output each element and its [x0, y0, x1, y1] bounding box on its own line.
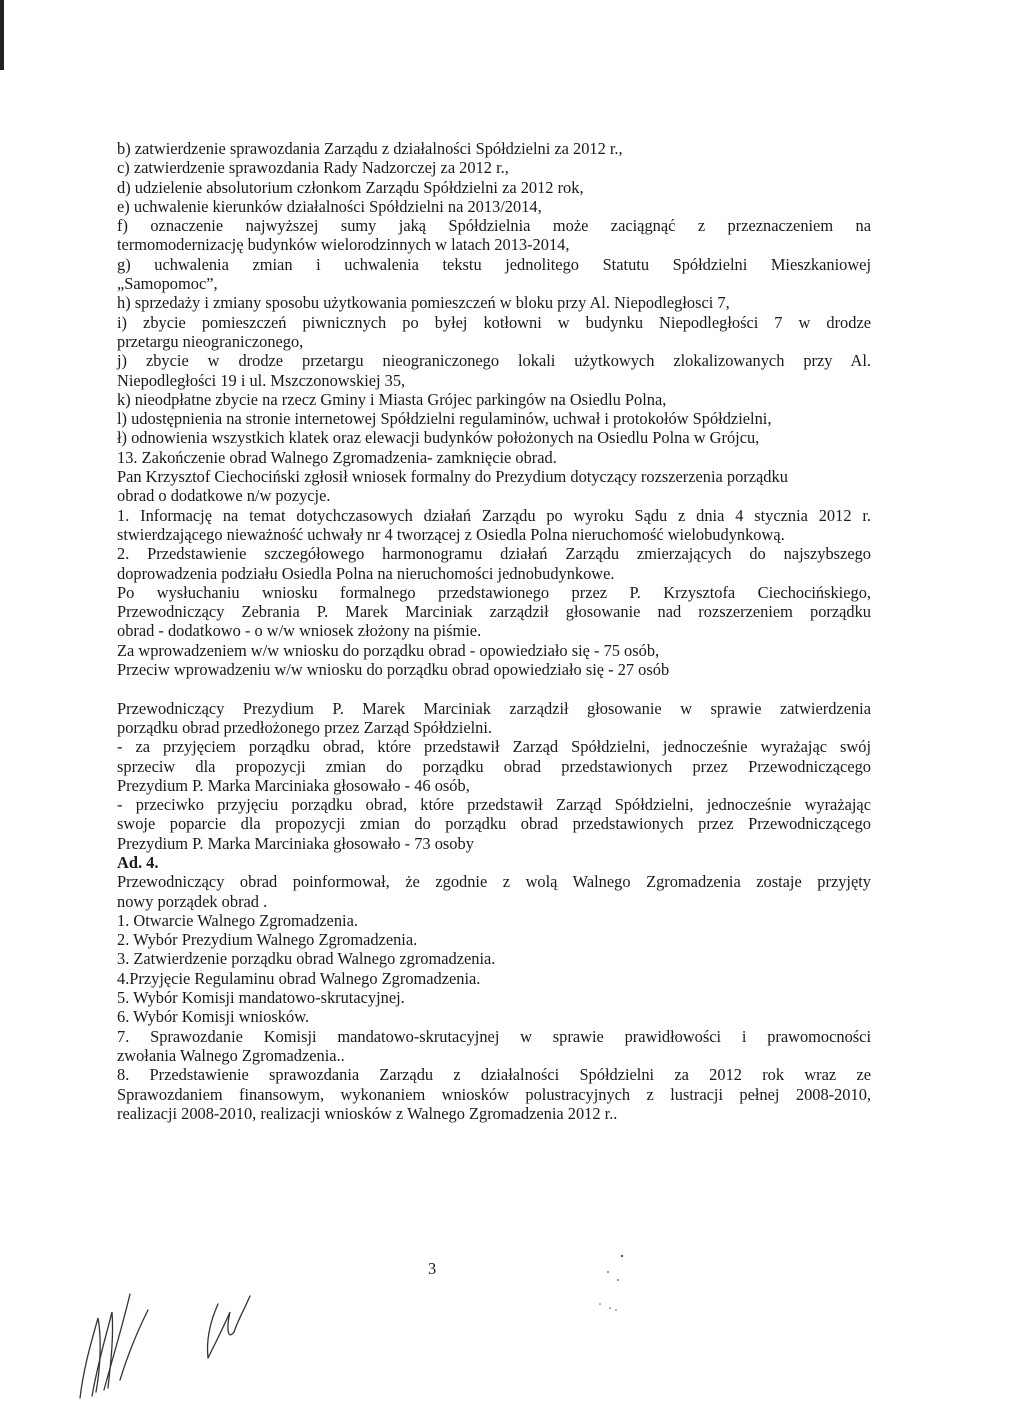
text-line: obrad o dodatkowe n/w pozycje. [117, 486, 331, 506]
text-line: nowy porządek obrad . [117, 891, 268, 911]
text-line: 5. Wybór Komisji mandatowo-skrutacyjnej. [117, 988, 405, 1008]
text-line: - przeciwko przyjęciu porządku obrad, które przedstawił Zarząd Spółdzielni, jednocześnie wyrażając [117, 795, 871, 815]
text-line: stwierdzającego nieważność uchwały nr 4 tworzącej z Osiedla Polna nieruchomość wielobudynkową. [117, 524, 785, 544]
text-line: Prezydium P. Marka Marciniaka głosowało - 73 osoby [117, 833, 474, 853]
text-line: Sprawozdaniem finansowym, wykonaniem wniosków polustracyjnych z lustracji pełnej 2008-2010, [117, 1084, 871, 1104]
text-line: 3. Zatwierdzenie porządku obrad Walnego zgromadzenia. [117, 949, 496, 969]
text-line: porządku obrad przedłożonego przez Zarząd Spółdzielni. [117, 717, 492, 737]
text-line: 7. Sprawozdanie Komisji mandatowo-skrutacyjnej w sprawie prawidłowości i prawomocności [117, 1026, 871, 1046]
text-line: h) sprzedaży i zmiany sposobu użytkowania pomieszczeń w bloku przy Al. Niepodległosci 7, [117, 293, 730, 313]
text-line: b) zatwierdzenie sprawozdania Zarządu z działalności Spółdzielni za 2012 r., [117, 139, 623, 158]
scan-edge-mark [0, 0, 4, 70]
text-line: c) zatwierdzenie sprawozdania Rady Nadzorczej za 2012 r., [117, 158, 509, 178]
text-line: Przeciw wprowadzeniu w/w wniosku do porządku obrad opowiedziało się - 27 osób [117, 660, 670, 680]
text-line: 1. Otwarcie Walnego Zgromadzenia. [117, 910, 358, 930]
text-line: Prezydium P. Marka Marciniaka głosowało - 46 osób, [117, 775, 470, 795]
text-line: Przewodniczący Prezydium P. Marek Marciniak zarządził głosowanie w sprawie zatwierdzenia [117, 698, 871, 718]
text-line: obrad - dodatkowo - o w/w wniosek złożony na piśmie. [117, 621, 482, 641]
text-line: „Samopomoc”, [117, 274, 218, 294]
text-line: f) oznaczenie najwyższej sumy jaką Spółdzielnia może zaciągnąć z przeznaczeniem na [117, 216, 871, 236]
text-line: Pan Krzysztof Ciechociński zgłosił wniosek formalny do Prezydium dotyczący rozszerzenia porządku [117, 467, 788, 487]
text-line: realizacji 2008-2010, realizacji wniosków z Walnego Zgromadzenia 2012 r.. [117, 1103, 618, 1123]
document-body [117, 139, 871, 1123]
text-line: 13. Zakończenie obrad Walnego Zgromadzenia- zamknięcie obrad. [117, 447, 557, 467]
text-line: l) udostępnienia na stronie internetowej Spółdzielni regulaminów, uchwał i protokołów Spółdzielni, [117, 409, 772, 429]
text-line: e) uchwalenie kierunków działalności Spółdzielni na 2013/2014, [117, 196, 542, 216]
text-line: ł) odnowienia wszystkich klatek oraz elewacji budynków położonych na Osiedlu Polna w Grójcu, [117, 428, 760, 448]
handwritten-signatures [58, 1270, 278, 1400]
text-line: 2. Wybór Prezydium Walnego Zgromadzenia. [117, 930, 418, 950]
text-line: d) udzielenie absolutorium członkom Zarządu Spółdzielni za 2012 rok, [117, 177, 584, 197]
text-line: termomodernizację budynków wielorodzinnych w latach 2013-2014, [117, 235, 570, 255]
text-line: 8. Przedstawienie sprawozdania Zarządu z działalności Spółdzielni za 2012 rok wraz ze [117, 1065, 871, 1085]
text-line: Przewodniczący Zebrania P. Marek Marciniak zarządził głosowanie nad rozszerzeniem porządku [117, 602, 871, 622]
text-line: 4.Przyjęcie Regulaminu obrad Walnego Zgromadzenia. [117, 968, 481, 988]
blank-line [117, 679, 871, 698]
text-line: Niepodległości 19 i ul. Mszczonowskiej 35, [117, 370, 406, 390]
text-line: Za wprowadzeniem w/w wniosku do porządku obrad - opowiedziało się - 75 osób, [117, 640, 660, 660]
text-line: i) zbycie pomieszczeń piwnicznych po byłej kotłowni w budynku Niepodległości 7 w drodze [117, 312, 871, 332]
text-line: doprowadzenia podziału Osiedla Polna na nieruchomości jednobudynkowe. [117, 563, 615, 583]
text-line: zwołania Walnego Zgromadzenia.. [117, 1045, 345, 1065]
text-line: Po wysłuchaniu wniosku formalnego przedstawionego przez P. Krzysztofa Ciechocińskiego, [117, 582, 871, 602]
text-line: j) zbycie w drodze przetargu nieograniczonego lokali użytkowych zlokalizowanych przy Al. [117, 351, 871, 371]
scan-marks [560, 1250, 650, 1320]
text-line: 6. Wybór Komisji wniosków. [117, 1007, 310, 1027]
text-line: sprzeciw dla propozycji zmian do porządku obrad przedstawionych przez Przewodniczącego [117, 756, 871, 776]
section-heading: Ad. 4. [117, 852, 159, 872]
text-line: g) uchwalenia zmian i uchwalenia tekstu jednolitego Statutu Spółdzielni Mieszkaniowej [117, 254, 871, 274]
text-line: 2. Przedstawienie szczegółowego harmonogramu działań Zarządu zmierzających do najszybszego [117, 544, 871, 564]
text-line: przetargu nieograniczonego, [117, 331, 304, 351]
text-line: Przewodniczący obrad poinformował, że zgodnie z wolą Walnego Zgromadzenia zostaje przyjęty [117, 872, 871, 892]
text-line: 1. Informację na temat dotychczasowych działań Zarządu po wyroku Sądu z dnia 4 stycznia 2012 r. [117, 505, 871, 525]
text-line: k) nieodpłatne zbycie na rzecz Gminy i Miasta Grójec parkingów na Osiedlu Polna, [117, 389, 667, 409]
text-line: swoje poparcie dla propozycji zmian do porządku obrad przedstawionych przez Przewodniczącego [117, 814, 871, 834]
page-number: 3 [428, 1259, 437, 1278]
text-line: - za przyjęciem porządku obrad, które przedstawił Zarząd Spółdzielni, jednocześnie wyrażając swój [117, 737, 871, 757]
